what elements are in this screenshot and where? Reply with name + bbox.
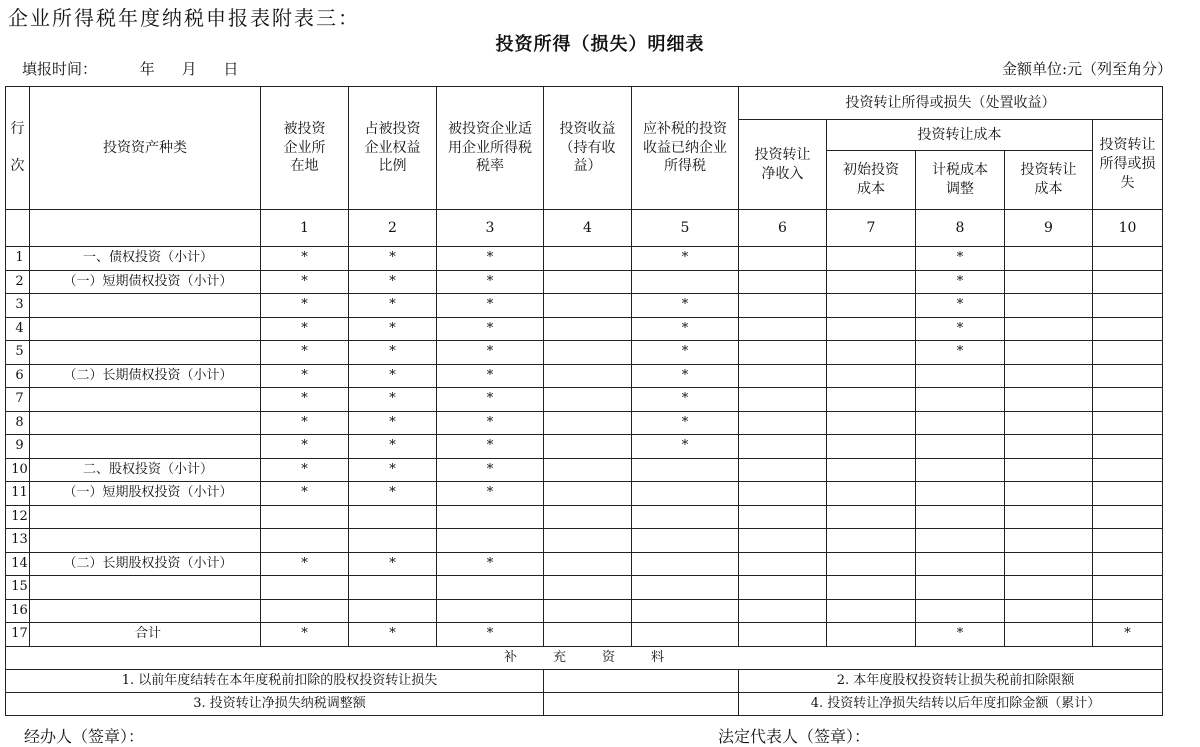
- col-number: 5: [632, 210, 739, 247]
- input-cell[interactable]: [1005, 294, 1093, 318]
- input-cell[interactable]: [916, 505, 1005, 529]
- input-cell[interactable]: [632, 458, 739, 482]
- not-applicable-cell: *: [916, 294, 1005, 318]
- input-cell[interactable]: [544, 388, 632, 412]
- col-number: 8: [916, 210, 1005, 247]
- not-applicable-cell: *: [261, 411, 349, 435]
- input-cell[interactable]: [544, 458, 632, 482]
- not-applicable-cell: *: [261, 294, 349, 318]
- table-row: [6, 317, 1163, 341]
- input-cell[interactable]: [544, 623, 632, 647]
- row-label: [30, 294, 261, 318]
- input-cell[interactable]: [1005, 341, 1093, 365]
- table-row: [6, 341, 1163, 365]
- input-cell[interactable]: [916, 388, 1005, 412]
- blank-number-cell: [6, 210, 30, 247]
- input-cell[interactable]: [1005, 364, 1093, 388]
- row-label: [30, 435, 261, 459]
- not-applicable-cell: *: [261, 458, 349, 482]
- data-rows: [6, 247, 1163, 647]
- document-heading: 企业所得税年度纳税申报表附表三：: [8, 6, 360, 30]
- row-number: 9: [6, 435, 30, 459]
- category-header: 投资资产种类: [30, 87, 261, 210]
- input-cell[interactable]: [544, 576, 632, 600]
- table-row: [6, 364, 1163, 388]
- col8-header: 计税成本调整: [916, 151, 1005, 210]
- input-cell[interactable]: [827, 364, 916, 388]
- input-cell[interactable]: [544, 482, 632, 506]
- not-applicable-cell: *: [261, 552, 349, 576]
- legal-rep-signature: 法定代表人（签章）：: [718, 727, 871, 746]
- year-label: 年: [139, 60, 155, 78]
- input-cell[interactable]: [544, 505, 632, 529]
- input-cell[interactable]: [739, 411, 827, 435]
- input-cell[interactable]: [827, 247, 916, 271]
- input-cell[interactable]: [827, 317, 916, 341]
- input-cell[interactable]: [1005, 270, 1093, 294]
- input-cell[interactable]: [1093, 388, 1163, 412]
- not-applicable-cell: *: [349, 458, 437, 482]
- not-applicable-cell: *: [437, 341, 544, 365]
- not-applicable-cell: *: [349, 247, 437, 271]
- input-cell[interactable]: [739, 341, 827, 365]
- input-cell[interactable]: [739, 364, 827, 388]
- table-row: [6, 435, 1163, 459]
- table-row: [6, 247, 1163, 271]
- input-cell[interactable]: [544, 435, 632, 459]
- amount-unit: 金额单位:元（列至角分）: [1001, 60, 1172, 78]
- col-number: 3: [437, 210, 544, 247]
- row-number: 4: [6, 317, 30, 341]
- input-cell[interactable]: [632, 576, 739, 600]
- not-applicable-cell: *: [349, 411, 437, 435]
- col9-header: 投资转让成本: [1005, 151, 1093, 210]
- table-row: [6, 270, 1163, 294]
- input-cell[interactable]: [739, 435, 827, 459]
- input-cell[interactable]: [916, 364, 1005, 388]
- input-cell[interactable]: [827, 599, 916, 623]
- input-cell[interactable]: [437, 529, 544, 553]
- row-label: 一、债权投资（小计）: [30, 247, 261, 271]
- not-applicable-cell: *: [916, 317, 1005, 341]
- not-applicable-cell: *: [437, 458, 544, 482]
- table-row: [6, 294, 1163, 318]
- input-cell[interactable]: [916, 576, 1005, 600]
- not-applicable-cell: *: [916, 341, 1005, 365]
- input-cell[interactable]: [437, 576, 544, 600]
- row-number: 5: [6, 341, 30, 365]
- input-cell[interactable]: [349, 576, 437, 600]
- input-cell[interactable]: [1093, 435, 1163, 459]
- input-cell[interactable]: [1093, 317, 1163, 341]
- col1-header: 被投资企业所在地: [261, 87, 349, 210]
- input-cell[interactable]: [1093, 270, 1163, 294]
- not-applicable-cell: *: [437, 317, 544, 341]
- row-label: [30, 411, 261, 435]
- col-number: 1: [261, 210, 349, 247]
- not-applicable-cell: *: [437, 552, 544, 576]
- row-number: 6: [6, 364, 30, 388]
- not-applicable-cell: *: [437, 294, 544, 318]
- input-cell[interactable]: [1005, 247, 1093, 271]
- col-number: 6: [739, 210, 827, 247]
- row-label: 二、股权投资（小计）: [30, 458, 261, 482]
- not-applicable-cell: *: [349, 552, 437, 576]
- not-applicable-cell: *: [261, 435, 349, 459]
- row-number: 17: [6, 623, 30, 647]
- not-applicable-cell: *: [349, 364, 437, 388]
- input-cell[interactable]: [1093, 364, 1163, 388]
- input-cell[interactable]: [544, 341, 632, 365]
- input-cell[interactable]: [739, 482, 827, 506]
- table-row: [6, 505, 1163, 529]
- input-cell[interactable]: [1093, 247, 1163, 271]
- input-cell[interactable]: [916, 552, 1005, 576]
- table-row: [6, 482, 1163, 506]
- supplement-item-3: 3. 投资转让净损失纳税调整额: [6, 692, 544, 715]
- input-cell[interactable]: [739, 529, 827, 553]
- input-cell[interactable]: [739, 623, 827, 647]
- input-cell[interactable]: [544, 529, 632, 553]
- supplement-title: 补充资料: [6, 646, 1163, 669]
- not-applicable-cell: *: [632, 364, 739, 388]
- row-label: （二）长期股权投资（小计）: [30, 552, 261, 576]
- row-label: [30, 388, 261, 412]
- input-cell[interactable]: [739, 388, 827, 412]
- not-applicable-cell: *: [632, 294, 739, 318]
- fill-time-line: [22, 58, 238, 79]
- not-applicable-cell: *: [349, 482, 437, 506]
- not-applicable-cell: *: [1093, 623, 1163, 647]
- input-cell[interactable]: [1005, 599, 1093, 623]
- input-cell[interactable]: [916, 411, 1005, 435]
- cost-group-header: 投资转让成本: [827, 120, 1093, 151]
- input-cell[interactable]: [827, 458, 916, 482]
- day-label: 日: [223, 60, 239, 78]
- col3-header: 被投资企业适用企业所得税税率: [437, 87, 544, 210]
- not-applicable-cell: *: [437, 623, 544, 647]
- col6-header: 投资转让净收入: [739, 120, 827, 210]
- input-cell[interactable]: [261, 529, 349, 553]
- row-label: （一）短期债权投资（小计）: [30, 270, 261, 294]
- not-applicable-cell: *: [261, 388, 349, 412]
- input-cell[interactable]: [544, 294, 632, 318]
- not-applicable-cell: *: [349, 270, 437, 294]
- input-cell[interactable]: [261, 599, 349, 623]
- col5-header: 应补税的投资收益已纳企业所得税: [632, 87, 739, 210]
- input-cell[interactable]: [1093, 529, 1163, 553]
- input-cell[interactable]: [632, 599, 739, 623]
- input-cell[interactable]: [632, 552, 739, 576]
- not-applicable-cell: *: [632, 435, 739, 459]
- col-number: 4: [544, 210, 632, 247]
- not-applicable-cell: *: [261, 482, 349, 506]
- not-applicable-cell: *: [261, 623, 349, 647]
- row-label: [30, 576, 261, 600]
- input-cell[interactable]: [632, 482, 739, 506]
- not-applicable-cell: *: [349, 623, 437, 647]
- row-number: 11: [6, 482, 30, 506]
- row-number: 2: [6, 270, 30, 294]
- col7-header: 初始投资成本: [827, 151, 916, 210]
- row-number: 8: [6, 411, 30, 435]
- input-cell[interactable]: [1005, 623, 1093, 647]
- input-cell[interactable]: [1005, 411, 1093, 435]
- col-number: 10: [1093, 210, 1163, 247]
- not-applicable-cell: *: [261, 341, 349, 365]
- input-cell[interactable]: [544, 411, 632, 435]
- input-cell[interactable]: [1005, 576, 1093, 600]
- fill-time-label: 填报时间：: [22, 60, 98, 78]
- investment-income-table: [5, 86, 1163, 716]
- not-applicable-cell: *: [261, 317, 349, 341]
- input-cell[interactable]: [437, 505, 544, 529]
- not-applicable-cell: *: [349, 341, 437, 365]
- month-label: 月: [181, 60, 197, 78]
- input-cell[interactable]: [1093, 576, 1163, 600]
- supplement-value-1[interactable]: [544, 669, 739, 692]
- input-cell[interactable]: [739, 247, 827, 271]
- not-applicable-cell: *: [916, 623, 1005, 647]
- input-cell[interactable]: [739, 552, 827, 576]
- not-applicable-cell: *: [349, 435, 437, 459]
- not-applicable-cell: *: [632, 247, 739, 271]
- row-label: [30, 341, 261, 365]
- supplement-value-3[interactable]: [544, 692, 739, 715]
- input-cell[interactable]: [739, 458, 827, 482]
- input-cell[interactable]: [1093, 505, 1163, 529]
- row-label: 合计: [30, 623, 261, 647]
- input-cell[interactable]: [1005, 529, 1093, 553]
- not-applicable-cell: *: [437, 270, 544, 294]
- col-number: 2: [349, 210, 437, 247]
- row-number-header: 行 次: [6, 87, 30, 210]
- input-cell[interactable]: [827, 623, 916, 647]
- not-applicable-cell: *: [261, 270, 349, 294]
- input-cell[interactable]: [739, 317, 827, 341]
- not-applicable-cell: *: [632, 341, 739, 365]
- table-row: [6, 599, 1163, 623]
- input-cell[interactable]: [349, 599, 437, 623]
- input-cell[interactable]: [739, 505, 827, 529]
- input-cell[interactable]: [827, 482, 916, 506]
- table-row: [6, 623, 1163, 647]
- not-applicable-cell: *: [632, 411, 739, 435]
- input-cell[interactable]: [827, 270, 916, 294]
- input-cell[interactable]: [1005, 317, 1093, 341]
- row-number: 13: [6, 529, 30, 553]
- input-cell[interactable]: [632, 505, 739, 529]
- not-applicable-cell: *: [437, 388, 544, 412]
- col2-header: 占被投资企业权益比例: [349, 87, 437, 210]
- row-number: 16: [6, 599, 30, 623]
- input-cell[interactable]: [916, 529, 1005, 553]
- row-number: 14: [6, 552, 30, 576]
- not-applicable-cell: *: [349, 294, 437, 318]
- supplement-item-2: 2. 本年度股权投资转让损失税前扣除限额: [739, 669, 1163, 692]
- row-number: 12: [6, 505, 30, 529]
- supplement-item-1: 1. 以前年度结转在本年度税前扣除的股权投资转让损失: [6, 669, 544, 692]
- input-cell[interactable]: [827, 341, 916, 365]
- input-cell[interactable]: [544, 552, 632, 576]
- row-number: 15: [6, 576, 30, 600]
- blank-number-cell: [30, 210, 261, 247]
- input-cell[interactable]: [827, 552, 916, 576]
- input-cell[interactable]: [739, 294, 827, 318]
- not-applicable-cell: *: [437, 482, 544, 506]
- row-label: （一）短期股权投资（小计）: [30, 482, 261, 506]
- input-cell[interactable]: [1005, 388, 1093, 412]
- handler-signature: 经办人（签章）：: [24, 727, 145, 746]
- col-number: 7: [827, 210, 916, 247]
- col-number: 9: [1005, 210, 1093, 247]
- input-cell[interactable]: [544, 270, 632, 294]
- table-row: [6, 411, 1163, 435]
- input-cell[interactable]: [544, 599, 632, 623]
- input-cell[interactable]: [1093, 411, 1163, 435]
- input-cell[interactable]: [827, 505, 916, 529]
- input-cell[interactable]: [827, 529, 916, 553]
- input-cell[interactable]: [349, 529, 437, 553]
- input-cell[interactable]: [544, 364, 632, 388]
- col4-header: 投资收益（持有收益）: [544, 87, 632, 210]
- input-cell[interactable]: [1093, 341, 1163, 365]
- input-cell[interactable]: [827, 411, 916, 435]
- input-cell[interactable]: [632, 623, 739, 647]
- not-applicable-cell: *: [261, 247, 349, 271]
- input-cell[interactable]: [261, 576, 349, 600]
- input-cell[interactable]: [1093, 458, 1163, 482]
- input-cell[interactable]: [739, 599, 827, 623]
- not-applicable-cell: *: [916, 247, 1005, 271]
- not-applicable-cell: *: [349, 317, 437, 341]
- table-row: [6, 458, 1163, 482]
- row-label: [30, 505, 261, 529]
- not-applicable-cell: *: [261, 364, 349, 388]
- input-cell[interactable]: [544, 247, 632, 271]
- transfer-group-header: 投资转让所得或损失（处置收益）: [739, 87, 1163, 120]
- input-cell[interactable]: [739, 576, 827, 600]
- input-cell[interactable]: [1093, 599, 1163, 623]
- input-cell[interactable]: [827, 388, 916, 412]
- row-label: [30, 599, 261, 623]
- input-cell[interactable]: [916, 458, 1005, 482]
- table-row: [6, 576, 1163, 600]
- row-label: [30, 317, 261, 341]
- input-cell[interactable]: [739, 270, 827, 294]
- not-applicable-cell: *: [632, 317, 739, 341]
- input-cell[interactable]: [632, 270, 739, 294]
- not-applicable-cell: *: [437, 364, 544, 388]
- input-cell[interactable]: [1005, 552, 1093, 576]
- input-cell[interactable]: [261, 505, 349, 529]
- not-applicable-cell: *: [437, 435, 544, 459]
- input-cell[interactable]: [349, 505, 437, 529]
- input-cell[interactable]: [827, 576, 916, 600]
- input-cell[interactable]: [1093, 552, 1163, 576]
- input-cell[interactable]: [827, 435, 916, 459]
- not-applicable-cell: *: [437, 411, 544, 435]
- input-cell[interactable]: [916, 435, 1005, 459]
- not-applicable-cell: *: [916, 270, 1005, 294]
- input-cell[interactable]: [827, 294, 916, 318]
- row-number: 3: [6, 294, 30, 318]
- input-cell[interactable]: [1093, 482, 1163, 506]
- input-cell[interactable]: [437, 599, 544, 623]
- input-cell[interactable]: [544, 317, 632, 341]
- input-cell[interactable]: [916, 599, 1005, 623]
- row-label: （二）长期债权投资（小计）: [30, 364, 261, 388]
- input-cell[interactable]: [1005, 505, 1093, 529]
- row-number: 7: [6, 388, 30, 412]
- not-applicable-cell: *: [632, 388, 739, 412]
- table-row: [6, 388, 1163, 412]
- input-cell[interactable]: [632, 529, 739, 553]
- row-number: 1: [6, 247, 30, 271]
- form-title: 投资所得（损失）明细表: [495, 34, 705, 55]
- input-cell[interactable]: [916, 482, 1005, 506]
- input-cell[interactable]: [1093, 294, 1163, 318]
- input-cell[interactable]: [1005, 482, 1093, 506]
- row-number: 10: [6, 458, 30, 482]
- not-applicable-cell: *: [437, 247, 544, 271]
- input-cell[interactable]: [1005, 435, 1093, 459]
- supplement-item-4: 4. 投资转让净损失结转以后年度扣除金额（累计）: [739, 692, 1163, 715]
- not-applicable-cell: *: [349, 388, 437, 412]
- input-cell[interactable]: [1005, 458, 1093, 482]
- row-label: [30, 529, 261, 553]
- table-row: [6, 552, 1163, 576]
- col10-header: 投资转让所得或损失: [1093, 120, 1163, 210]
- table-row: [6, 529, 1163, 553]
